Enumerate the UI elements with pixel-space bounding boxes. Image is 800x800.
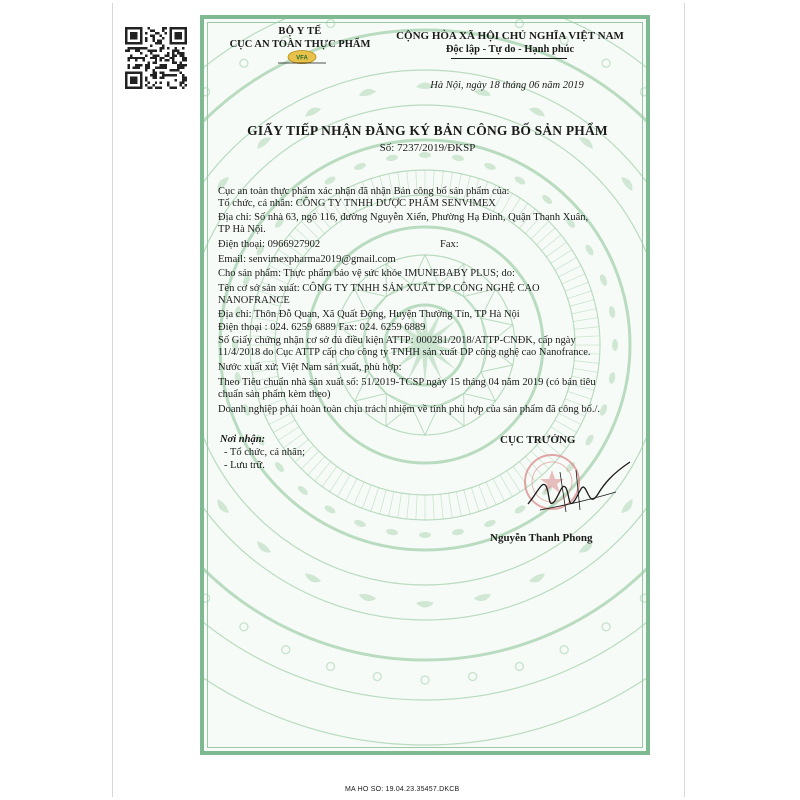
document-number: Số: 7237/2019/ĐKSP <box>379 142 476 154</box>
vfa-logo <box>276 49 328 65</box>
department-name: CỤC AN TOÀN THỰC PHẨM <box>229 39 371 50</box>
motto-underline <box>451 58 567 59</box>
body-line: Điện thoại: 0966927902 <box>218 239 321 250</box>
body-line: chuẩn sản phẩm kèm theo) <box>218 389 331 400</box>
header-left <box>225 26 375 51</box>
recipient-item: - Tổ chức, cá nhân; <box>224 447 306 458</box>
body-line: Email: senvimexpharma2019@gmail.com <box>218 254 396 265</box>
handwritten-signature <box>520 452 640 522</box>
body-line: 11/4/2018 do Cục ATTP cấp cho công ty TNHH sản xuất DP công nghệ cao Nanofrance. <box>218 347 591 358</box>
body-line: NANOFRANCE <box>218 295 290 306</box>
qr-code <box>125 27 187 89</box>
body-line: Cục an toàn thực phẩm xác nhận đã nhận Bản công bố sản phẩm của: <box>218 186 510 197</box>
body-line: Số Giấy chứng nhận cơ sở đủ điều kiện ATTP: 000281/2018/ATTP-CNĐK, cấp ngày <box>218 335 576 346</box>
body-line: Tên cơ sở sản xuất: CÔNG TY TNHH SẢN XUẤT DP CÔNG NGHỆ CAO <box>218 283 540 294</box>
body-line: Địa chỉ: Thôn Đỗ Quan, Xã Quất Động, Huyện Thường Tín, TP Hà Nội <box>218 309 520 320</box>
republic-name: CỘNG HÒA XÃ HỘI CHỦ NGHĨA VIỆT NAM <box>396 30 624 42</box>
body-line: Cho sản phẩm: Thực phẩm bảo vệ sức khỏe IMUNEBABY PLUS; do: <box>218 268 515 279</box>
vfa-logo-text: VFA <box>296 55 308 62</box>
recipient-item: - Lưu trữ. <box>224 460 265 471</box>
director-title: CỤC TRƯỞNG <box>500 434 576 446</box>
document-title: GIẤY TIẾP NHẬN ĐĂNG KÝ BẢN CÔNG BỐ SẢN PHẨM <box>247 123 608 138</box>
header-right <box>385 30 635 56</box>
body-line: Theo Tiêu chuẩn nhà sản xuất số: 51/2019-TCSP ngày 15 tháng 04 năm 2019 (có bản tiêu <box>218 377 596 388</box>
body-line: Nước xuất xứ: Việt Nam sản xuất, phù hợp: <box>218 362 402 373</box>
body-line: Tổ chức, cá nhân: CÔNG TY TNHH DƯỢC PHẨM SENVIMEX <box>218 198 496 209</box>
body-line: Điện thoại : 024. 6259 6889 Fax: 024. 6259 6889 <box>218 322 426 333</box>
dossier-code: MA HO SO: 19.04.23.35457.DKCB <box>345 786 460 793</box>
ministry-name: BỘ Y TẾ <box>278 26 322 37</box>
fax-label: Fax: <box>440 239 459 250</box>
national-motto: Độc lập - Tự do - Hạnh phúc <box>445 44 575 55</box>
signer-name: Nguyễn Thanh Phong <box>490 532 593 544</box>
body-line: TP Hà Nội. <box>218 224 266 235</box>
body-line: Địa chỉ: Số nhà 63, ngõ 116, đường Nguyễn Xiển, Phường Hạ Đình, Quận Thanh Xuân, <box>218 212 589 223</box>
body-line: Doanh nghiệp phải hoàn toàn chịu trách nhiệm về tính phù hợp của sản phẩm đã công bố./. <box>218 404 600 415</box>
issue-date: Hà Nội, ngày 18 tháng 06 năm 2019 <box>430 80 584 91</box>
recipients-title: Nơi nhận: <box>220 434 266 445</box>
